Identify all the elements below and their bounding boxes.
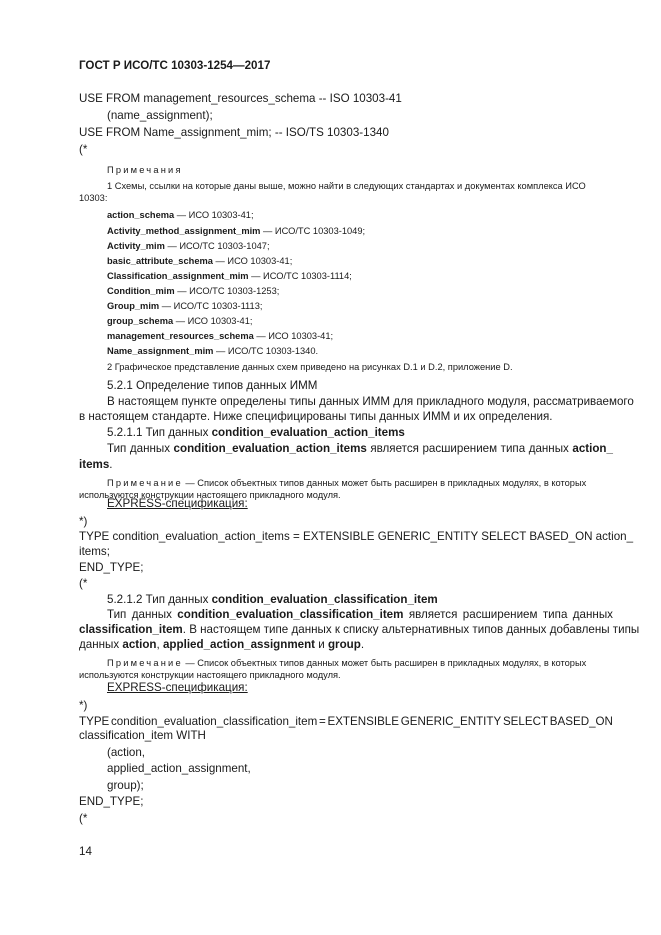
code-line: *): [79, 515, 88, 528]
code-line: USE FROM management_resources_schema -- ISO 10303-41: [79, 92, 402, 105]
schema-reference: Condition_mim — ИСО/ТС 10303-1253;: [107, 286, 280, 296]
schema-reference: Activity_mim — ИСО/ТС 10303-1047;: [107, 241, 270, 251]
code-line: applied_action_assignment,: [107, 762, 251, 775]
code-line: (action,: [107, 746, 146, 759]
note-text: 1 Схемы, ссылки на которые даны выше, можно найти в следующих стандартах и документах комплекса ИСО: [107, 181, 586, 191]
express-specification-label: EXPRESS-спецификация:: [107, 681, 248, 694]
schema-reference: group_schema — ИСО 10303-41;: [107, 316, 253, 326]
code-line: TYPE condition_evaluation_action_items = EXTENSIBLE GENERIC_ENTITY SELECT BASED_ON action_: [79, 530, 634, 543]
paragraph-line: в настоящем стандарте. Ниже специфицированы типы данных ИММ и их определения.: [79, 410, 553, 423]
schema-reference: action_schema — ИСО 10303-41;: [107, 210, 254, 220]
schema-reference: management_resources_schema — ИСО 10303-41;: [107, 331, 334, 341]
subsection-title: 5.2.1.2 Тип данных condition_evaluation_classification_item: [107, 593, 438, 606]
note-text: используются конструкции настоящего прикладного модуля.: [79, 670, 341, 680]
code-line: *): [79, 699, 88, 712]
code-line: (name_assignment);: [107, 109, 213, 122]
code-line: items;: [79, 545, 110, 558]
paragraph-line: classification_item. В настоящем типе данных к списку альтернативных типов данных добавлены типы: [79, 623, 640, 636]
note-text: Примечание — Список объектных типов данных может быть расширен в прикладных модулях, в которых: [107, 658, 587, 668]
note-text: 2 Графическое представление данных схем приведено на рисунках D.1 и D.2, приложение D.: [107, 362, 513, 372]
schema-reference: basic_attribute_schema — ИСО 10303-41;: [107, 256, 293, 266]
paragraph-line: данных action, applied_action_assignment и group.: [79, 638, 365, 651]
code-line: group);: [107, 779, 144, 792]
code-line: END_TYPE;: [79, 795, 144, 808]
code-line: (*: [79, 577, 88, 590]
notes-heading: Примечания: [107, 165, 183, 175]
code-line: (*: [79, 812, 88, 825]
schema-reference: Name_assignment_mim — ИСО/ТС 10303-1340.: [107, 346, 319, 356]
code-line: (*: [79, 143, 88, 156]
note-text: используются конструкции настоящего прикладного модуля.: [79, 490, 341, 500]
section-title: 5.2.1 Определение типов данных ИММ: [107, 379, 318, 392]
code-line: TYPE condition_evaluation_classification_item = EXTENSIBLE GENERIC_ENTITY SELECT BASED_ON: [79, 715, 613, 728]
page-header: ГОСТ Р ИСО/ТС 10303-1254—2017: [79, 59, 271, 72]
note-text: Примечание — Список объектных типов данных может быть расширен в прикладных модулях, в которых: [107, 478, 587, 488]
paragraph-line: items.: [79, 458, 113, 471]
note-text: 10303:: [79, 193, 108, 203]
schema-reference: Group_mim — ИСО/ТС 10303-1113;: [107, 301, 263, 311]
page-number: 14: [79, 845, 92, 858]
subsection-title: 5.2.1.1 Тип данных condition_evaluation_action_items: [107, 426, 405, 439]
paragraph-line: Тип данных condition_evaluation_action_items является расширением типа данных action_: [107, 442, 613, 455]
schema-reference: Classification_assignment_mim — ИСО/ТС 10303-1114;: [107, 271, 352, 281]
schema-reference: Activity_method_assignment_mim — ИСО/ТС 10303-1049;: [107, 226, 366, 236]
code-line: classification_item WITH: [79, 729, 206, 742]
paragraph-line: В настоящем пункте определены типы данных ИММ для прикладного модуля, рассматриваемого: [107, 395, 634, 408]
code-line: END_TYPE;: [79, 561, 144, 574]
paragraph-line: Тип данных condition_evaluation_classification_item является расширением типа данных: [107, 608, 613, 621]
express-specification-label: EXPRESS-спецификация:: [107, 497, 248, 510]
code-line: USE FROM Name_assignment_mim; -- ISO/TS 10303-1340: [79, 126, 389, 139]
